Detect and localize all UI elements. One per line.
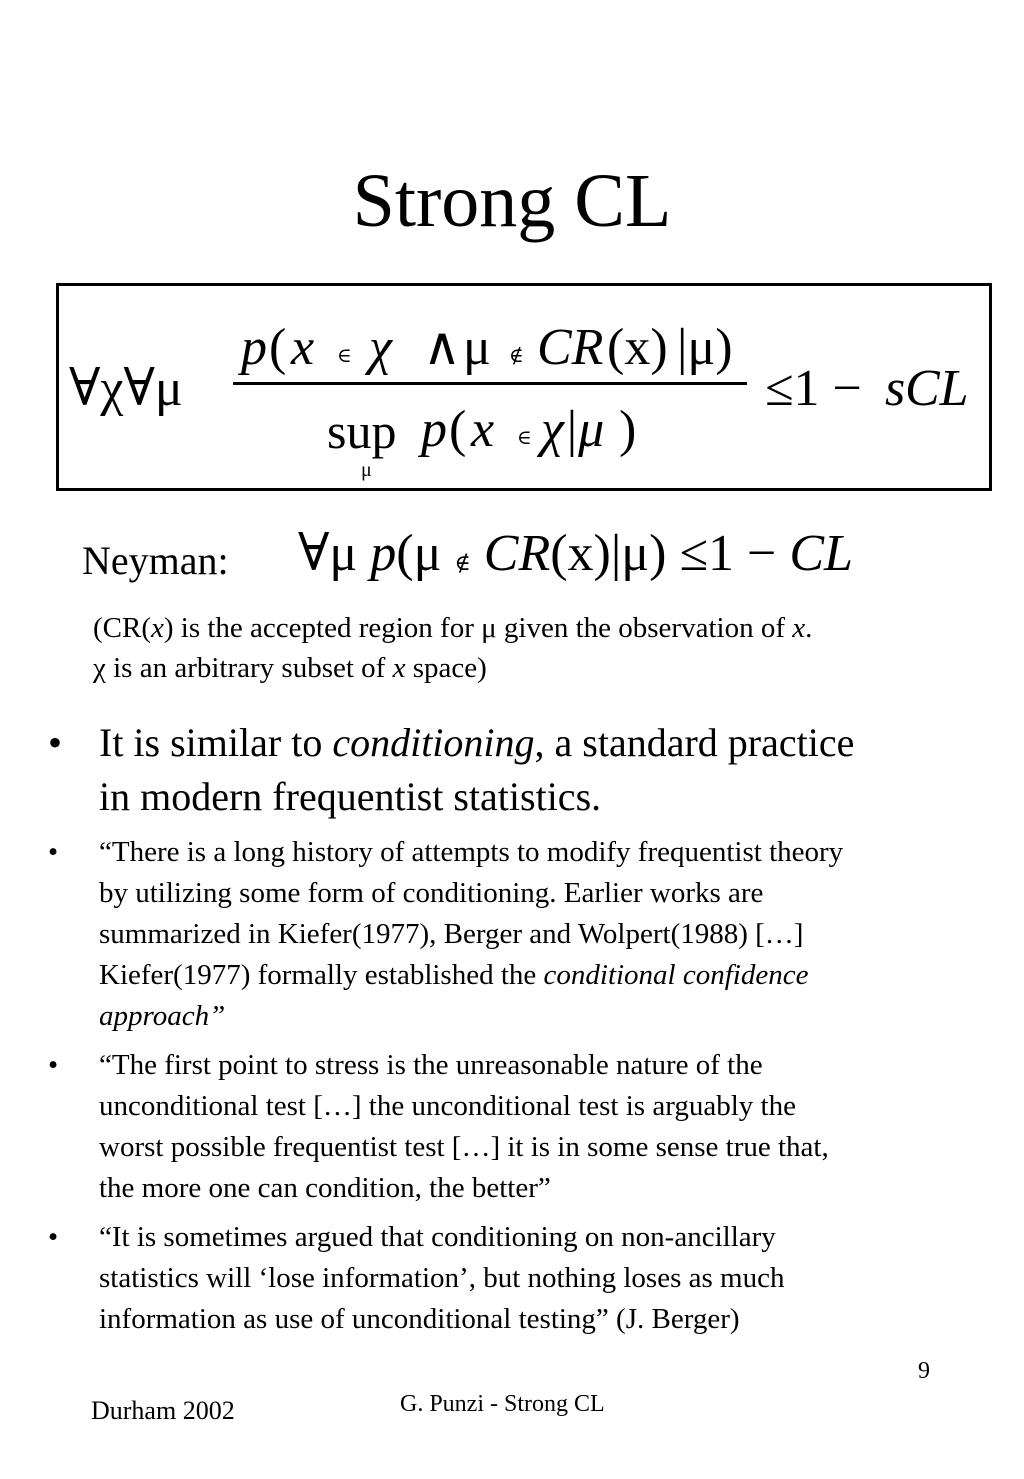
formula-num-and: ∧ [423, 319, 462, 376]
bullet-3-line-2: unconditional test […] the unconditional test is arguably the [99, 1090, 796, 1122]
bullet-4-line-1: “It is sometimes argued that conditioning on non-ancillary [99, 1221, 776, 1253]
note-line-1: (CR(x) is the accepted region for μ given the observation of x. [93, 612, 813, 644]
neyman-formula [298, 524, 853, 593]
formula-den-chi-bar-mu: χ|μ [541, 401, 605, 458]
bullet-3-line-3: worst possible frequentist test […] it is in some sense true that, [99, 1131, 829, 1163]
neyman-cr: CR [483, 525, 551, 582]
neyman-paren-x: (x) [550, 525, 611, 582]
formula-den-sup: sup [327, 403, 397, 459]
formula-num-chi: χ [369, 319, 392, 376]
slide-title: Strong CL [352, 159, 672, 243]
neyman-forall-mu: ∀μ [298, 525, 358, 582]
formula-num-cr: CR [537, 319, 604, 376]
formula-num-x: x [291, 319, 315, 376]
strong-cl-formula-box [56, 283, 992, 491]
bullet-2-line-4: Kiefer(1977) formally established the conditional confidence [99, 959, 809, 991]
page-number: 9 [918, 1358, 930, 1384]
formula-den-element-of: ∈ [517, 427, 532, 449]
formula-num-element-of: ∈ [337, 345, 352, 367]
formula-quantifiers: ∀χ∀μ [69, 360, 183, 417]
formula-num-paren-x: (x) [607, 319, 668, 376]
bullet-1-line-2: in modern frequentist statistics. [99, 774, 602, 819]
note-line-2: χ is an arbitrary subset of x space) [93, 652, 487, 684]
bullet-4-line-3: information as use of unconditional testing” (J. Berger) [99, 1303, 740, 1335]
bullet-marker: • [48, 836, 59, 868]
fraction-bar [233, 382, 747, 385]
bullet-marker: • [48, 720, 63, 765]
formula-den-close-paren: ) [619, 401, 637, 458]
formula-num-mu: μ [463, 319, 491, 376]
bullet-2-line-5: approach” [99, 1000, 226, 1032]
bullet-marker: • [48, 1221, 59, 1253]
bullet-3-line-4: the more one can condition, the better” [99, 1172, 551, 1204]
formula-num-bar-mu: |μ) [677, 319, 733, 376]
formula-den-open-paren: ( [449, 401, 467, 458]
bullet-3-line-1: “The first point to stress is the unreasonable nature of the [99, 1049, 763, 1081]
neyman-leq: ≤1 − [679, 525, 777, 582]
bullet-4-line-2: statistics will ‘lose information’, but nothing loses as much [99, 1262, 785, 1294]
formula-num-open-paren: ( [269, 319, 287, 376]
neyman-label: Neyman: [82, 538, 229, 583]
neyman-bar-mu: |μ) [610, 525, 667, 582]
formula-num-p: p [241, 319, 267, 376]
formula-num-not-element-of: ∉ [509, 345, 524, 367]
bullet-1-line-1: It is similar to conditioning, a standard practice [99, 720, 855, 765]
bullet-2-line-1: “There is a long history of attempts to modify frequentist theory [99, 836, 844, 868]
bullet-marker: • [48, 1049, 59, 1081]
formula-rhs-leq: ≤1 − [765, 360, 862, 417]
formula-rhs-cl: CL [905, 360, 969, 417]
formula-sup-subscript-mu: μ [361, 459, 372, 481]
bullet-2-line-2: by utilizing some form of conditioning. Earlier works are [99, 877, 764, 909]
bullet-2-line-3: summarized in Kiefer(1977), Berger and Wolpert(1988) […] [99, 918, 804, 950]
neyman-cl: CL [789, 525, 853, 582]
formula-den-p: p [421, 401, 447, 458]
neyman-not-element-of: ∉ [454, 550, 471, 575]
footer-author-title: G. Punzi - Strong CL [400, 1391, 605, 1417]
formula-rhs-s: s [885, 360, 906, 417]
neyman-p: p [370, 525, 397, 582]
formula-den-x: x [471, 401, 495, 458]
neyman-open-mu: (μ [396, 525, 442, 582]
footer-event: Durham 2002 [91, 1396, 235, 1425]
